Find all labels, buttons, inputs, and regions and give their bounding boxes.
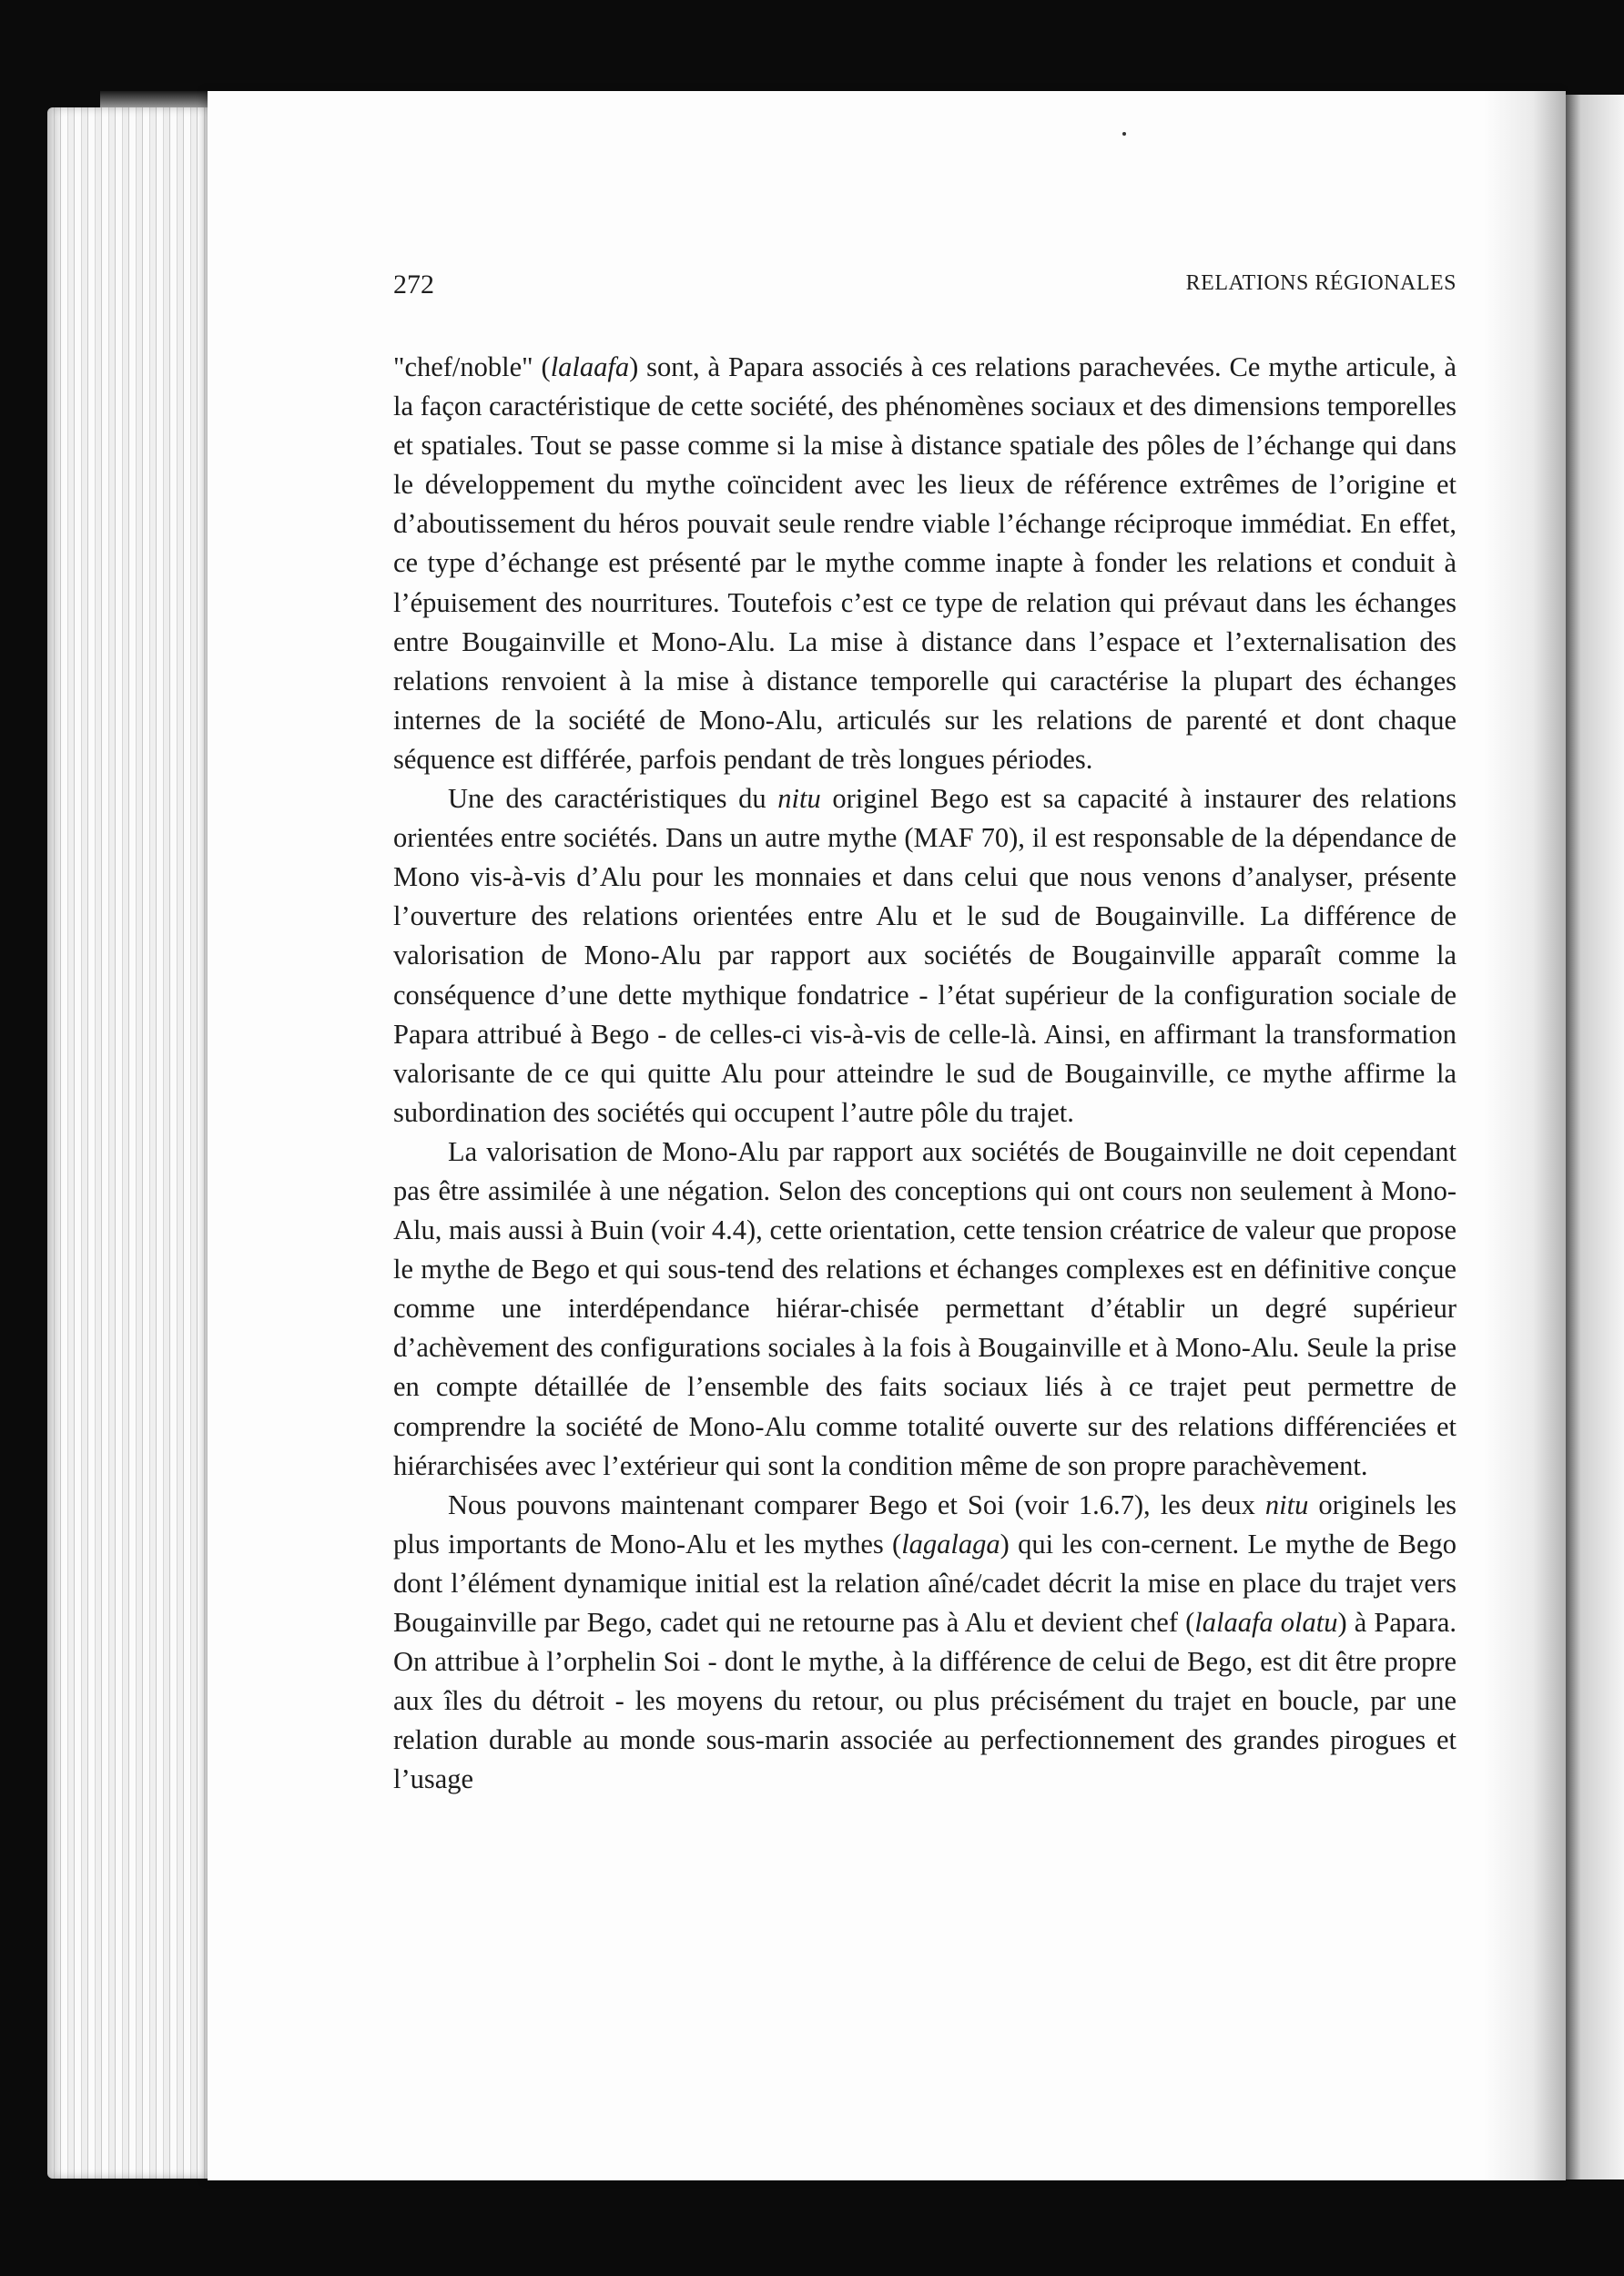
body-text	[393, 348, 1457, 1799]
text-run: ) à Papara. On attribue à l’orphelin Soi - dont le mythe, à la différence de celui de Bego, est dit être propre aux îles du détroit - les moyens du retour, ou plus précisément du trajet en boucle, par une relation durable au monde sous-marin associée au perfectionnement des grandes pirogues et l’usage	[393, 1607, 1457, 1795]
paragraph	[393, 779, 1457, 1133]
text-run: originels les plus importants de Mono-Alu et les mythes (	[393, 1489, 1457, 1560]
text-run: La valorisation de Mono-Alu par rapport aux sociétés de Bougainville ne doit cependant pas être assimilée à une négation. Selon des conceptions qui ont cours non seulement à Mono-Alu, mais aussi à Buin (voir 4.4), cette orientation, cette tension créatrice de valeur que propose le mythe de Bego et qui sous-tend des relations et échanges complexes est en définitive conçue comme une interdépendance hiérar-chisée permettant d’établir un degré supérieur d’achèvement des configurations sociales à la fois à Bougainville et à Mono-Alu. Seule la prise en compte détaillée de l’ensemble des faits sociaux liés à ce trajet peut permettre de comprendre la société de Mono-Alu comme totalité ouverte sur des relations différenciées et hiérarchisées avec l’extérieur qui sont la condition même de son propre parachèvement.	[393, 1135, 1457, 1481]
page-number: 272	[393, 269, 434, 300]
text-run: ) qui les con-cernent. Le mythe de Bego dont l’élément dynamique initial est la relation aîné/cadet décrit la mise en place du trajet vers Bougainville par Bego, cadet qui ne retourne pas à Alu et devient chef (	[393, 1528, 1457, 1638]
page-header	[393, 269, 1457, 306]
paragraph	[393, 1486, 1457, 1800]
paragraph	[393, 348, 1457, 779]
facing-page-edge	[1562, 95, 1624, 2179]
paragraph	[393, 1133, 1457, 1486]
text-run: Une des caractéristiques du	[448, 783, 778, 815]
text-run: "chef/noble" (	[393, 351, 551, 382]
italic-term: nitu	[1264, 1489, 1309, 1520]
running-head: RELATIONS RÉGIONALES	[1185, 271, 1457, 295]
italic-term: lalaafa olatu	[1194, 1607, 1338, 1638]
text-run: ) sont, à Papara associés à ces relations parachevées. Ce mythe articule, à la façon caractéristique de cette société, des phénomènes sociaux et des dimensions temporelles et spatiales. Tout se passe comme si la mise à distance spatiale des pôles de l’échange qui dans le développement du mythe coïncident avec les lieux de référence extrêmes de l’origine et d’aboutissement du héros pouvait seule rendre viable l’échange réciproque immédiat. En effet, ce type d’échange est présenté par le mythe comme inapte à fonder les relations et conduit à l’épuisement des nourritures. Toutefois c’est ce type de relation qui prévaut dans les échanges entre Bougainville et Mono-Alu. La mise à distance dans l’espace et l’externalisation des relations renvoient à la mise à distance temporelle qui caractérise la plupart des échanges internes de la société de Mono-Alu, articulés sur les relations de parenté et dont chaque séquence est différée, parfois pendant de très longues périodes.	[393, 351, 1457, 775]
speck	[1122, 132, 1126, 136]
gutter-shadow	[1484, 91, 1566, 2180]
italic-term: lalaafa	[550, 351, 630, 382]
text-run: originel Bego est sa capacité à instaurer des relations orientées entre sociétés. Dans un autre mythe (MAF 70), il est responsable de la dépendance de Mono vis-à-vis d’Alu pour les monnaies et dans celui que nous venons d’analyser, présente l’ouverture des relations orientées entre Alu et le sud de Bougainville. La différence de valorisation de Mono-Alu par rapport aux sociétés de Bougainville apparaît comme la conséquence d’une dette mythique fondatrice - l’état supérieur de la configuration sociale de Papara attribué à Bego - de celles-ci vis-à-vis de celle-là. Ainsi, en affirmant la transformation valorisante de ce qui quitte Alu pour atteindre le sud de Bougainville, ce mythe affirme la subordination des sociétés qui occupent l’autre pôle du trajet.	[393, 783, 1457, 1128]
text-run: Nous pouvons maintenant comparer Bego et Soi (voir 1.6.7), les deux	[448, 1489, 1265, 1520]
italic-term: nitu	[777, 783, 821, 815]
italic-term: lagalaga	[901, 1528, 1000, 1560]
